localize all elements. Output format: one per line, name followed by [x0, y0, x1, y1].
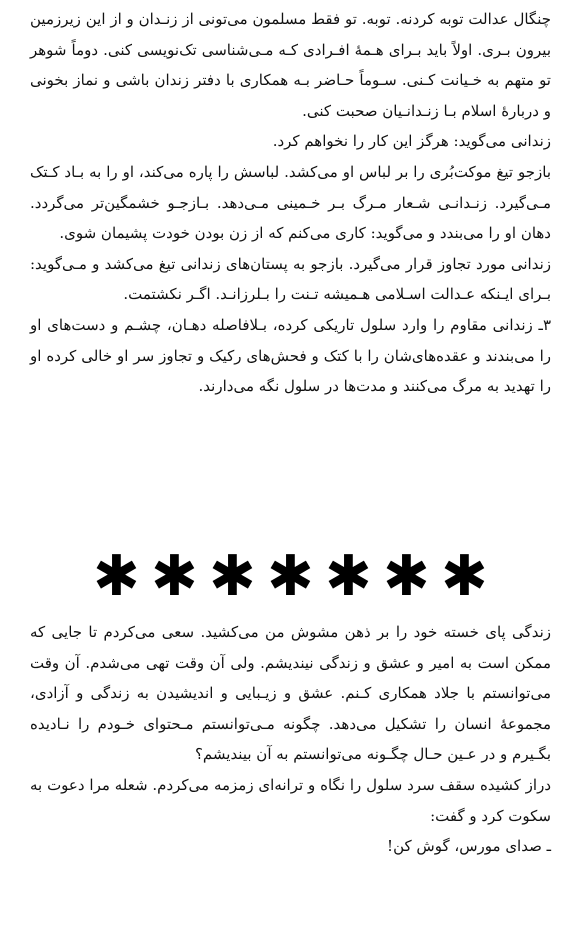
paragraph-assault: زندانی مورد تجاوز قرار می‌گیرد. بازجو به پستان‌های زندانی تیغ می‌کشد و مـی‌گوید: بـرای ایـنکه عـدالت اسـلامی هـمیشه تـنت را بـلرزانـد. اگـر نکشتمت. — [30, 254, 551, 304]
asterisk-icon: ✱ — [383, 544, 430, 609]
text-block-bottom — [30, 617, 551, 862]
asterisk-icon: ✱ — [267, 544, 314, 609]
text-block-top — [30, 4, 551, 402]
asterisk-icon: ✱ — [441, 544, 488, 609]
paragraph-cell-ceiling: دراز کشیده سقف سرد سلول را نگاه و ترانه‌ای زمزمه می‌کردم. شعله مرا دعوت به سکوت کرد و گفت: — [30, 775, 551, 825]
asterisk-divider — [0, 543, 581, 611]
paragraph-interrogator-speech: چنگال عدالت توبه کردنه. توبه. تو فقط مسلمون می‌تونی از زنـدان و از این زیرزمین بیرون بـری. اولاً باید بـرای هـمهٔ افـرادی کـه مـی‌شناسی تک‌نویسی کنی. دوماً شوهر تو متهم به خـیانت کـنی. سـوماً حـاضر بـه همکاری با دفتر زندان باشی و نماز بخونی و دربارهٔ اسلام بـا زنـدانـیان صحبت کنی. — [30, 10, 551, 120]
asterisk-icon: ✱ — [325, 544, 372, 609]
asterisk-icon: ✱ — [151, 544, 198, 609]
paragraph-reflection: زندگی پای خسته خود را بر ذهن مشوش من می‌کشید. سعی می‌کردم تا جایی که ممکن است به امیر و عشق و زندگی نیندیشم. ولی آن وقت تهی می‌شدم. آن وقت می‌توانستم با جلاد همکاری کـنم. عشق و زیـبایی و اندیشیدن به زندگی و آزادی، مجموعهٔ انسان را تشکیل می‌دهد. چگونه مـی‌توانستم مـحتوای خـودم را نـادیده بگـیرم و در عـین حـال چگـونه می‌توانستم به آن بیندیشم؟ — [30, 623, 551, 764]
asterisk-icon: ✱ — [209, 544, 256, 609]
paragraph-interrogator-blade: بازجو تیغ موکت‌بُری را بر لباس او می‌کشد. لباسش را پاره می‌کند، او را به بـاد کـتک مـی‌گیرد. زنـدانـی شـعار مـرگ بـر خـمینی مـی‌دهد. بـازجـو خشمگین‌تر می‌گردد. دهان او را می‌بندد و می‌گوید: کاری می‌کنم که از زن بودن خودت پشیمان شوی. — [30, 162, 551, 243]
paragraph-item-3: ۳ـ زندانی مقاوم را وارد سلول تاریکی کرده، بـلافاصله دهـان، چشـم و دست‌های او را می‌بندند و عقده‌های‌شان را با کتک و فحش‌های رکیک و تجاوز سر او خالی کرده او را تهدید به مرگ می‌کنند و مدت‌ها در سلول نگه می‌دارند. — [30, 315, 551, 396]
asterisk-icon: ✱ — [93, 544, 140, 609]
paragraph-morse-call: ـ صدای مورس، گوش کن! — [387, 837, 551, 856]
paragraph-prisoner-refusal: زندانی می‌گوید: هرگز این کار را نخواهم کرد. — [272, 132, 551, 151]
